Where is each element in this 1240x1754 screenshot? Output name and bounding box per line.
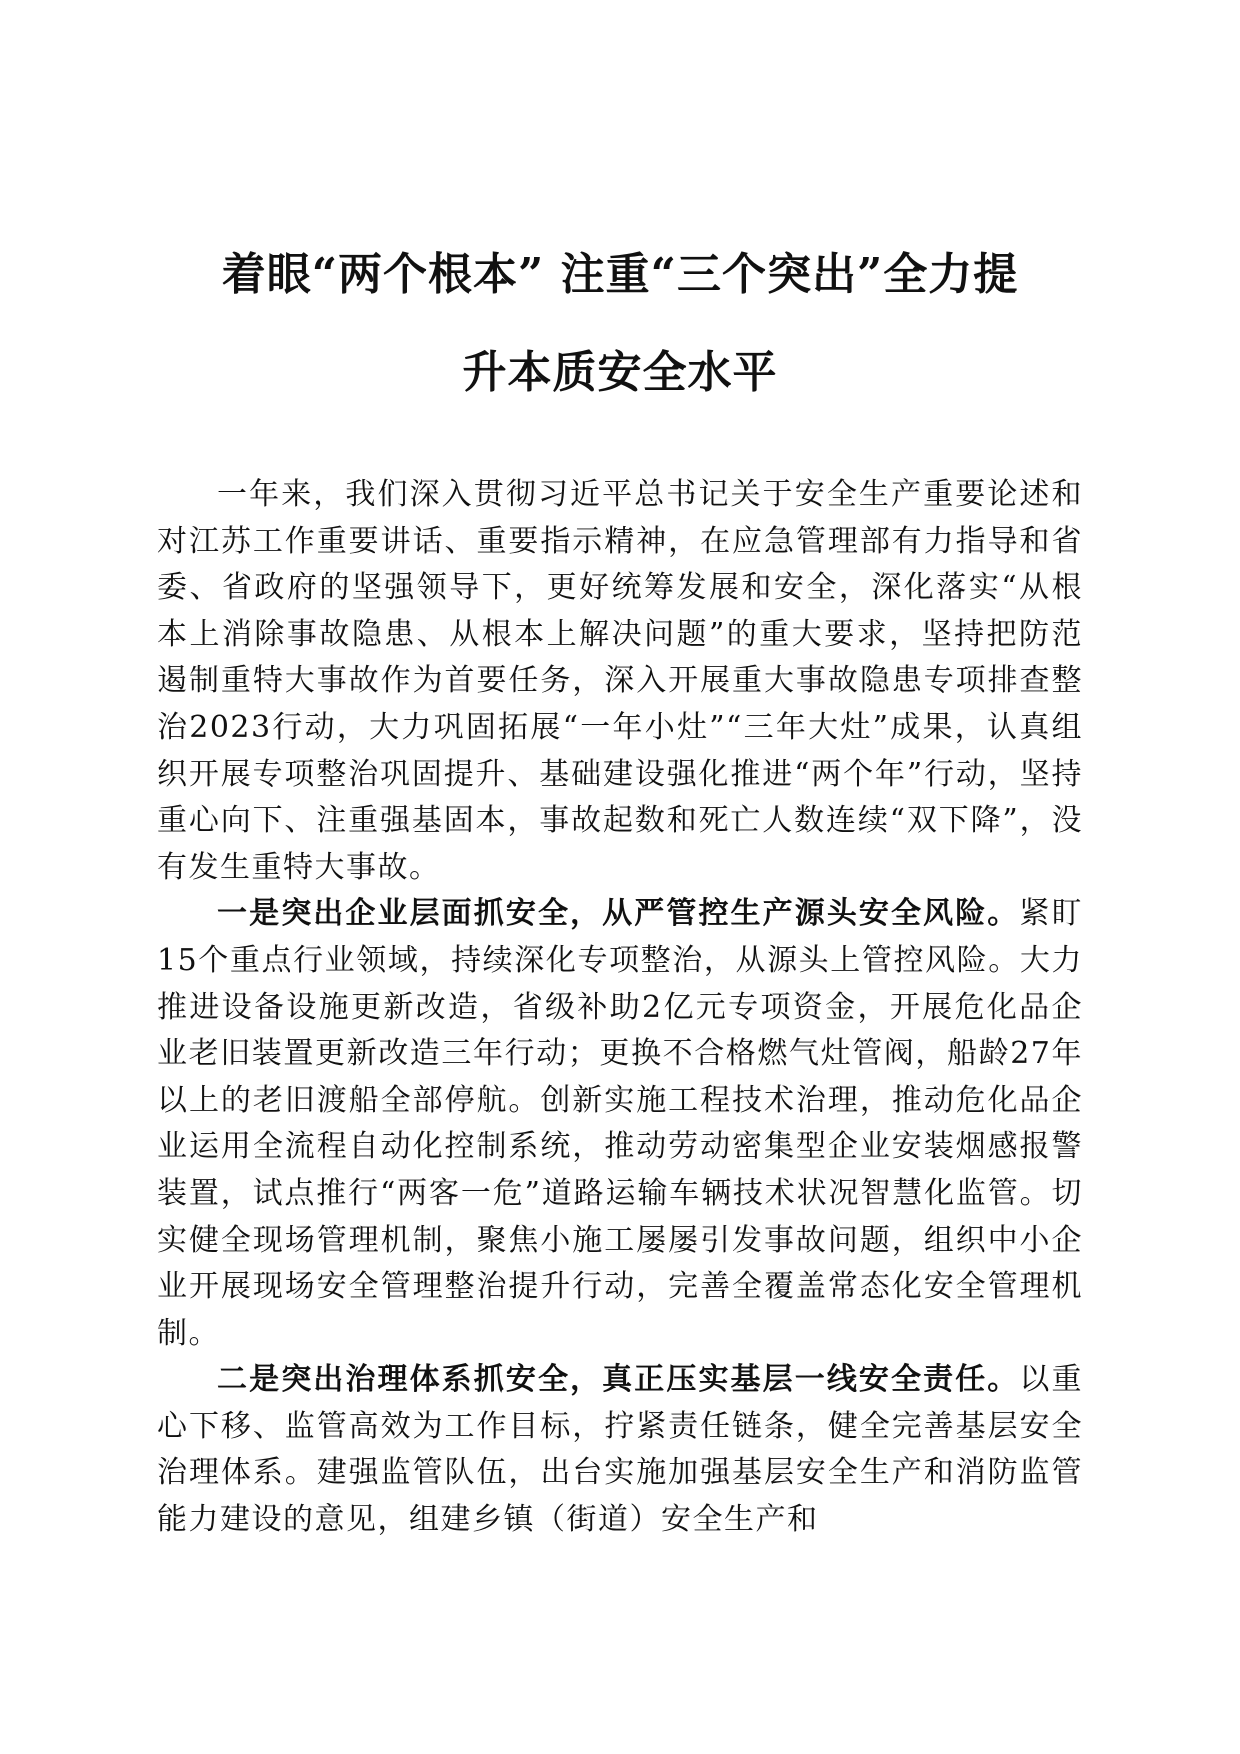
paragraph-enterprise-lead: 一是突出企业层面抓安全，从严管控生产源头安全风险。 [217,896,1020,932]
paragraph-enterprise-text: 紧盯15个重点行业领域，持续深化专项整治，从源头上管控风险。大力推进设备设施更新改造，省级补助2亿元专项资金，开展危化品企业老旧装置更新改造三年行动；更换不合格燃气灶管阀，船龄27年以上的老旧渡船全部停航。创新实施工程技术治理，推动危化品企业运用全流程自动化控制系统，推动劳动密集型企业安装烟感报警装置，试点推行“两客一危”道路运输车辆技术状况智慧化监管。切实健全现场管理机制，聚焦小施工屡屡引发事故问题，组织中小企业开展现场安全管理整治提升行动，完善全覆盖常态化安全管理机制。 [157,896,1084,1351]
paragraph-governance [157,1357,1083,1543]
paragraph-governance-text: 以重心下移、监管高效为工作目标，拧紧责任链条，健全完善基层安全治理体系。建强监管队伍，出台实施加强基层安全生产和消防监管能力建设的意见，组建乡镇（街道）安全生产和 [157,1362,1084,1538]
paragraph-intro [157,472,1083,891]
paragraph-governance-lead: 二是突出治理体系抓安全，真正压实基层一线安全责任。 [217,1362,1020,1398]
title-line-1: 着眼“两个根本” 注重“三个突出”全力提 [221,249,1019,300]
paragraph-intro-text: 一年来，我们深入贯彻习近平总书记关于安全生产重要论述和对江苏工作重要讲话、重要指示精神，在应急管理部有力指导和省委、省政府的坚强领导下，更好统筹发展和安全，深化落实“从根本上消除事故隐患、从根本上解决问题”的重大要求，坚持把防范遏制重特大事故作为首要任务，深入开展重大事故隐患专项排查整治2023行动，大力巩固拓展“一年小灶”“三年大灶”成果，认真组织开展专项整治巩固提升、基础建设强化推进“两个年”行动，坚持重心向下、注重强基固本，事故起数和死亡人数连续“双下降”，没有发生重特大事故。 [157,477,1083,885]
document-title [150,226,1090,422]
document-body [157,472,1083,1544]
title-line-2: 升本质安全水平 [462,347,778,398]
paragraph-enterprise [157,891,1083,1357]
